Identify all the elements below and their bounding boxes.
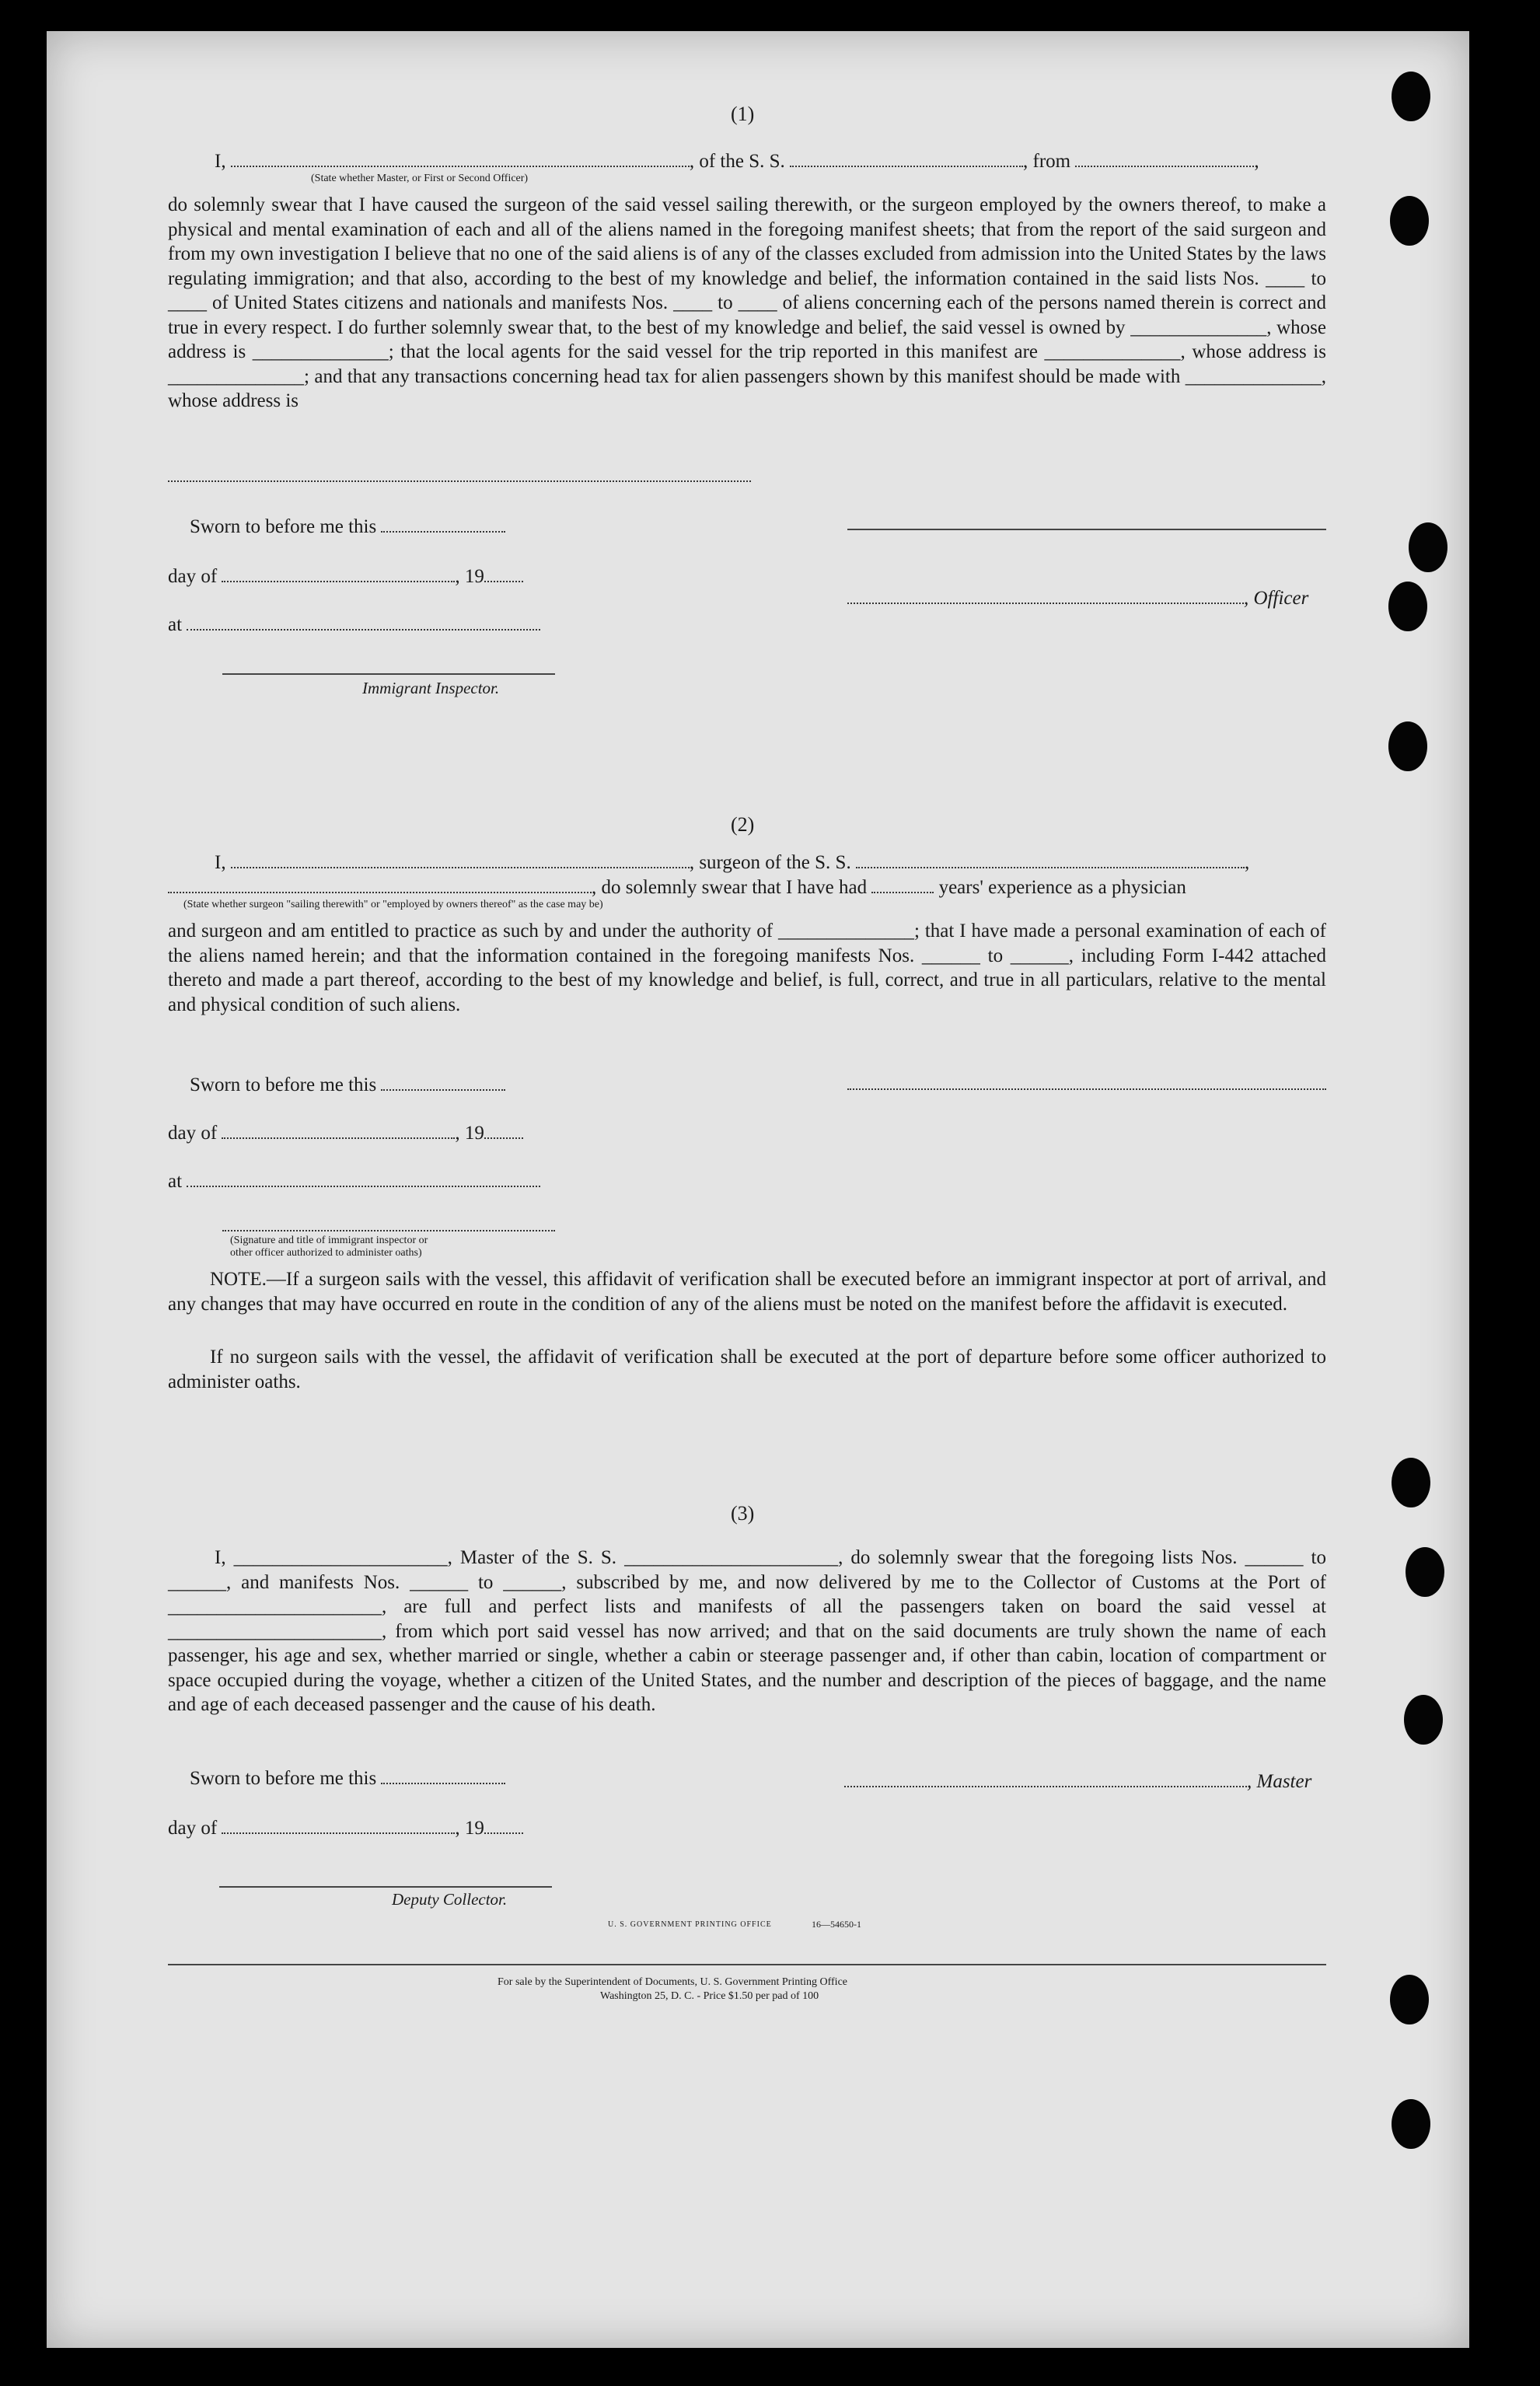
- years-blank: [871, 876, 934, 893]
- sworn-line: Sworn to before me this: [190, 515, 505, 539]
- officer-line: I, , of the S. S. , from ,: [215, 151, 1259, 172]
- punch-hole: [1390, 196, 1429, 246]
- surgeon-line: I, , surgeon of the S. S. ,: [215, 852, 1250, 873]
- at-line: at: [168, 1169, 540, 1193]
- signature-line: [847, 529, 1326, 530]
- punch-hole: [1409, 522, 1447, 572]
- section3-body: I, ______________________, Master of the S. S. ______________________, do solemnly swear that the foregoing lists Nos. ______ to ______, and manifests Nos. ______ to ______, subscribed by me, and now delivered by me to the Collector of Customs at the Port of ______________________, are full and perfect lists and manifests of all the passengers taken on board the said vessel at ______________________, from which port said vessel has now arrived; and that on the said documents are truly shown the name of each passenger, his age and sex, whether married or single, whether a cabin or steerage passenger and, if other than cabin, location of compartment or space occupied during the voyage, whether a citizen of the United States, and the number and description of the pieces of baggage, and the name and age of each deceased passenger and the cause of his death.: [168, 1547, 1326, 1715]
- inspector-title: Immigrant Inspector.: [362, 679, 500, 697]
- section1-body: do solemnly swear that I have caused the surgeon of the said vessel sailing therewith, or the surgeon employed by the owners thereof, to make a physical and mental examination of each and all of the aliens named in the foregoing manifest sheets; that from the report of the said surgeon and from my own investigation I believe that no one of the said aliens is of any of the classes excluded from admission into the United States by the laws regulating immigration; and that also, according to the best of my knowledge and belief, the information contained in the said lists Nos. ____ to ____ of United States citizens and nationals and manifests Nos. ____ to ____ of aliens concerning each of the persons named therein is correct and true in every respect. I do further solemnly swear that, to the best of my knowledge and belief, the said vessel is owned by ______________, whose address is ______________; that the local agents for the said vessel for the trip reported in this manifest are ______________, whose address is ______________; and that any transactions concerning head tax for alien passengers shown by this manifest should be made with ______________, whose address is: [168, 194, 1326, 411]
- sale-notice: Washington 25, D. C. - Price $1.50 per pad of 100: [600, 1990, 819, 2002]
- sworn-line: Sworn to before me this: [190, 1073, 505, 1097]
- at-line: at: [168, 613, 540, 637]
- sworn-line: Sworn to before me this: [190, 1766, 505, 1790]
- punch-hole: [1388, 582, 1427, 631]
- surgeon-swear-line: , do solemnly swear that I have had years' experience as a physician: [168, 875, 1186, 900]
- surgeon-name-blank: [231, 851, 690, 868]
- punch-hole: [1390, 1975, 1429, 2024]
- day-line: day of , 19: [168, 564, 523, 589]
- signature-line: [222, 1230, 555, 1231]
- officer-name-blank: [231, 150, 690, 167]
- officer-signature-line: , Officer: [847, 586, 1308, 610]
- punch-hole: [1406, 1547, 1444, 1597]
- port-from-blank: [1075, 150, 1254, 167]
- form-number: 16—54650-1: [812, 1919, 861, 1930]
- punch-hole: [1392, 72, 1430, 121]
- signature-line: [847, 1088, 1326, 1090]
- gpo-imprint: U. S. GOVERNMENT PRINTING OFFICE: [608, 1920, 772, 1929]
- punch-hole: [1392, 2099, 1430, 2149]
- section-number: (3): [731, 1502, 755, 1525]
- signature-caption: other officer authorized to administer oaths): [230, 1247, 422, 1259]
- punch-hole: [1388, 721, 1427, 771]
- section-number: (2): [731, 813, 755, 836]
- sale-notice: For sale by the Superintendent of Documents, U. S. Government Printing Office: [498, 1976, 847, 1988]
- note-paragraph: NOTE.—If a surgeon sails with the vessel, this affidavit of verification shall be executed before an immigrant inspector at port of arrival, and any changes that may have occurred en route in the condition of any of the aliens must be noted on the manifest before the affidavit is executed.: [168, 1269, 1326, 1315]
- address-blank: [168, 480, 751, 482]
- footer-rule: [168, 1964, 1326, 1965]
- day-line: day of , 19: [168, 1816, 523, 1840]
- punch-hole: [1404, 1695, 1443, 1745]
- signature-line: [222, 673, 555, 675]
- day-line: day of , 19: [168, 1121, 523, 1145]
- form-page: [47, 31, 1469, 2348]
- deputy-title: Deputy Collector.: [392, 1890, 508, 1909]
- section-number: (1): [731, 103, 755, 125]
- punch-hole: [1392, 1458, 1430, 1507]
- master-signature-line: , Master: [844, 1769, 1311, 1794]
- vessel-name-blank: [790, 150, 1023, 167]
- note-paragraph: If no surgeon sails with the vessel, the affidavit of verification shall be executed at the port of departure before some officer authorized to administer oaths.: [168, 1347, 1326, 1392]
- vessel-name-blank: [856, 851, 1245, 868]
- surgeon-caption: (State whether surgeon "sailing therewith" or "employed by owners thereof" as the case may be): [183, 899, 603, 910]
- section2-body: and surgeon and am entitled to practice as such by and under the authority of ______________; that I have made a personal examination of each of the aliens named herein; and that the information contained in the foregoing manifests Nos. ______ to ______, including Form I-442 attached thereto and made a part thereof, according to the best of my knowledge and belief, is full, correct, and true in all particulars, relative to the mental and physical condition of such aliens.: [168, 921, 1326, 1015]
- signature-caption: (Signature and title of immigrant inspector or: [230, 1235, 428, 1246]
- officer-caption: (State whether Master, or First or Second Officer): [311, 173, 529, 184]
